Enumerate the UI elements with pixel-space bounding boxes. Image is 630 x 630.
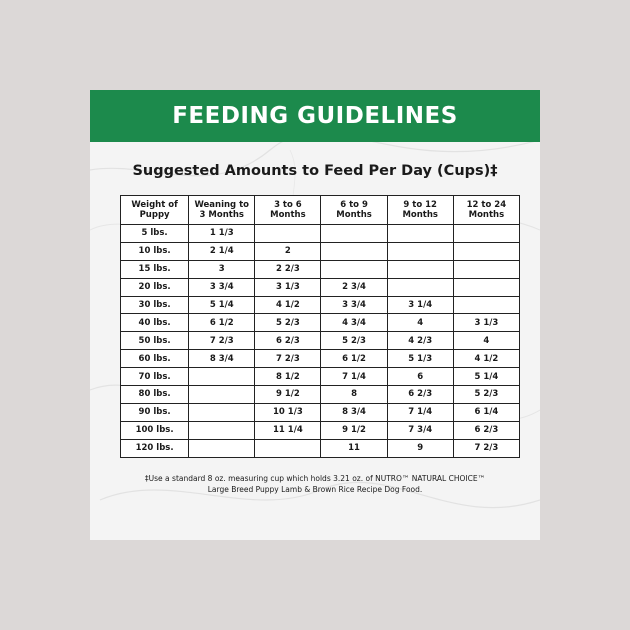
amount-cell: 1 1/3 [189,225,255,243]
amount-cell [189,368,255,386]
column-header-line: 12 to 24 [466,200,507,210]
amount-cell: 7 1/4 [321,368,387,386]
table-row [121,368,520,386]
column-header-line: Weaning to [194,200,249,210]
amount-cell: 8 [321,386,387,404]
amount-cell: 7 1/4 [387,403,453,421]
table-row [121,296,520,314]
amount-cell: 4 1/2 [255,296,321,314]
column-header [387,196,453,225]
amount-cell: 9 1/2 [255,386,321,404]
amount-cell: 11 1/4 [255,421,321,439]
amount-cell: 4 3/4 [321,314,387,332]
column-header-line: Months [270,210,306,220]
table-row [121,350,520,368]
footnote-line-2: Large Breed Puppy Lamb & Brown Rice Recipe Dog Food. [207,485,423,494]
amount-cell: 6 1/2 [189,314,255,332]
amount-cell [387,242,453,260]
column-header-line: Months [468,210,505,220]
footnote [90,473,540,495]
amount-cell: 8 3/4 [321,403,387,421]
table-row [121,332,520,350]
amount-cell: 4 1/2 [453,350,519,368]
amount-cell: 5 1/4 [453,368,519,386]
amount-cell: 6 1/2 [321,350,387,368]
amount-cell [387,260,453,278]
amount-cell [189,386,255,404]
table-subtitle: Suggested Amounts to Feed Per Day (Cups)‡ [132,163,498,179]
column-header-line: 3 Months [199,210,244,220]
amount-cell: 5 2/3 [453,386,519,404]
amount-cell [453,278,519,296]
feeding-guidelines-card [90,90,540,540]
banner-title: FEEDING GUIDELINES [172,103,458,129]
table-row [121,225,520,243]
amount-cell [453,260,519,278]
column-header-line: Months [402,210,438,220]
amount-cell: 7 2/3 [189,332,255,350]
weight-cell: 70 lbs. [121,368,189,386]
amount-cell: 5 2/3 [255,314,321,332]
amount-cell: 5 1/3 [387,350,453,368]
amount-cell: 6 2/3 [387,386,453,404]
column-header [255,196,321,225]
amount-cell: 8 1/2 [255,368,321,386]
amount-cell: 6 1/4 [453,403,519,421]
table-header-row [121,196,520,225]
table-row [121,314,520,332]
amount-cell [255,439,321,457]
banner [90,90,540,142]
column-header-line: 3 to 6 [274,200,302,210]
column-header-line: Weight of [131,200,178,210]
amount-cell [453,296,519,314]
weight-cell: 5 lbs. [121,225,189,243]
amount-cell [321,242,387,260]
weight-cell: 90 lbs. [121,403,189,421]
amount-cell [387,278,453,296]
amount-cell: 4 [453,332,519,350]
table-row [121,260,520,278]
amount-cell: 5 1/4 [189,296,255,314]
weight-cell: 15 lbs. [121,260,189,278]
weight-cell: 40 lbs. [121,314,189,332]
column-header [453,196,519,225]
feeding-table [120,195,520,458]
amount-cell: 10 1/3 [255,403,321,421]
amount-cell: 6 2/3 [453,421,519,439]
amount-cell [189,421,255,439]
weight-cell: 60 lbs. [121,350,189,368]
weight-cell: 10 lbs. [121,242,189,260]
amount-cell: 3 3/4 [189,278,255,296]
amount-cell [321,260,387,278]
weight-cell: 50 lbs. [121,332,189,350]
column-header [189,196,255,225]
amount-cell: 3 1/3 [453,314,519,332]
amount-cell [321,225,387,243]
amount-cell: 7 2/3 [255,350,321,368]
amount-cell: 9 [387,439,453,457]
weight-cell: 30 lbs. [121,296,189,314]
amount-cell [189,403,255,421]
amount-cell: 6 [387,368,453,386]
amount-cell: 3 [189,260,255,278]
footnote-line-1: ‡Use a standard 8 oz. measuring cup which holds 3.21 oz. of NUTRO™ NATURAL CHOICE™ [144,474,486,483]
amount-cell [189,439,255,457]
amount-cell: 2 2/3 [255,260,321,278]
amount-cell: 11 [321,439,387,457]
amount-cell: 2 1/4 [189,242,255,260]
table-row [121,386,520,404]
amount-cell: 2 3/4 [321,278,387,296]
amount-cell [453,242,519,260]
amount-cell: 7 3/4 [387,421,453,439]
column-header-line: 6 to 9 [340,200,368,210]
amount-cell [453,225,519,243]
column-header [121,196,189,225]
table-row [121,278,520,296]
column-header-line: 9 to 12 [403,200,437,210]
weight-cell: 120 lbs. [121,439,189,457]
amount-cell: 2 [255,242,321,260]
amount-cell: 6 2/3 [255,332,321,350]
amount-cell: 9 1/2 [321,421,387,439]
weight-cell: 80 lbs. [121,386,189,404]
table-row [121,242,520,260]
column-header [321,196,387,225]
table-row [121,439,520,457]
amount-cell [255,225,321,243]
amount-cell [387,225,453,243]
weight-cell: 100 lbs. [121,421,189,439]
table-row [121,403,520,421]
amount-cell: 4 2/3 [387,332,453,350]
column-header-line: Puppy [139,210,170,220]
amount-cell: 5 2/3 [321,332,387,350]
amount-cell: 8 3/4 [189,350,255,368]
amount-cell: 3 1/3 [255,278,321,296]
column-header-line: Months [336,210,372,220]
amount-cell: 3 1/4 [387,296,453,314]
weight-cell: 20 lbs. [121,278,189,296]
amount-cell: 3 3/4 [321,296,387,314]
amount-cell: 4 [387,314,453,332]
amount-cell: 7 2/3 [453,439,519,457]
table-row [121,421,520,439]
table-body [121,225,520,458]
